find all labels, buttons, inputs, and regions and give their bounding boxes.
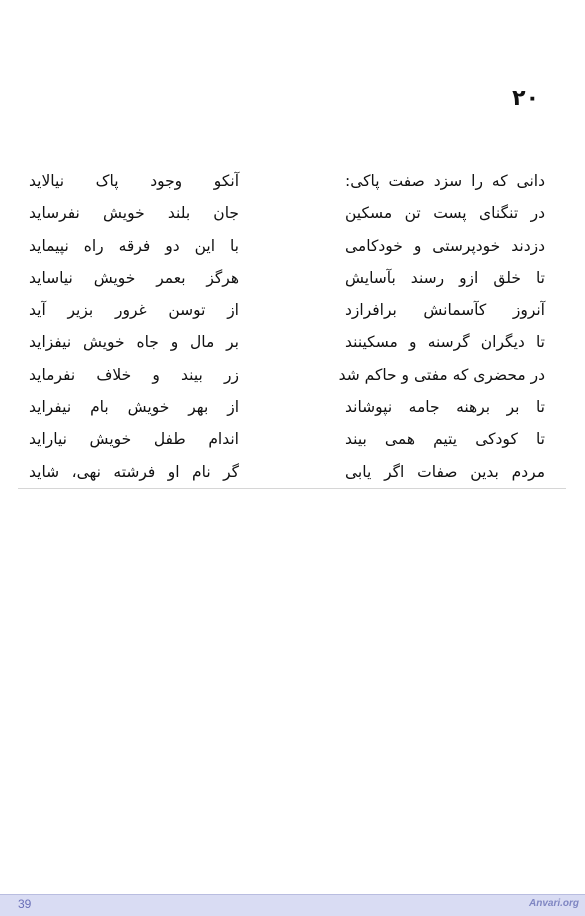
hemistich-first: تا بر برهنه جامه نپوشاند bbox=[345, 398, 545, 417]
poem bbox=[0, 169, 585, 492]
hemistich-second: با این دو فرقه راه نپیماید bbox=[29, 236, 239, 255]
hemistich-first: در تنگنای پست تن مسکین bbox=[345, 204, 545, 223]
couplet bbox=[0, 234, 585, 266]
page-number-top: ۲۰ bbox=[512, 86, 539, 111]
hemistich-first: دانی که را سزد صفت پاکی: bbox=[345, 172, 545, 190]
hemistich-second: زر بیند و خلاف نفرماید bbox=[29, 365, 239, 384]
hemistich-first: تا کودکی یتیم همی بیند bbox=[345, 430, 545, 449]
hemistich-second: گر نام او فرشته نهی، شاید bbox=[29, 462, 239, 481]
watermark: Anvari.org bbox=[528, 898, 579, 909]
couplet bbox=[0, 266, 585, 298]
hemistich-first: آنروز کآسمانش برافرازد bbox=[345, 301, 545, 320]
hemistich-first: تا خلق ازو رسند بآسایش bbox=[345, 268, 545, 287]
divider bbox=[18, 488, 566, 489]
hemistich-second: از بهر خویش بام نیفراید bbox=[29, 398, 239, 417]
couplet bbox=[0, 330, 585, 362]
couplet bbox=[0, 427, 585, 459]
couplet bbox=[0, 363, 585, 395]
couplet bbox=[0, 169, 585, 201]
couplet bbox=[0, 201, 585, 233]
hemistich-first: دزدند خودپرستی و خودکامی bbox=[345, 236, 545, 255]
hemistich-first: مردم بدین صفات اگر یابی bbox=[345, 462, 545, 481]
hemistich-second: از توسن غرور بزیر آید bbox=[29, 301, 239, 320]
hemistich-second: آنکو وجود پاک نیالاید bbox=[29, 172, 239, 190]
couplet bbox=[0, 395, 585, 427]
hemistich-second: جان بلند خویش نفرساید bbox=[29, 204, 239, 223]
hemistich-second: بر مال و جاه خویش نیفزاید bbox=[29, 333, 239, 352]
hemistich-second: اندام طفل خویش نیاراید bbox=[29, 430, 239, 449]
page-number-bottom: 39 bbox=[18, 897, 32, 911]
hemistich-first: تا دیگران گرسنه و مسکینند bbox=[345, 333, 545, 352]
couplet bbox=[0, 298, 585, 330]
footer-bar bbox=[0, 894, 585, 916]
hemistich-first: در محضری که مفتی و حاکم شد bbox=[338, 365, 545, 384]
hemistich-second: هرگز بعمر خویش نیاساید bbox=[29, 268, 239, 287]
